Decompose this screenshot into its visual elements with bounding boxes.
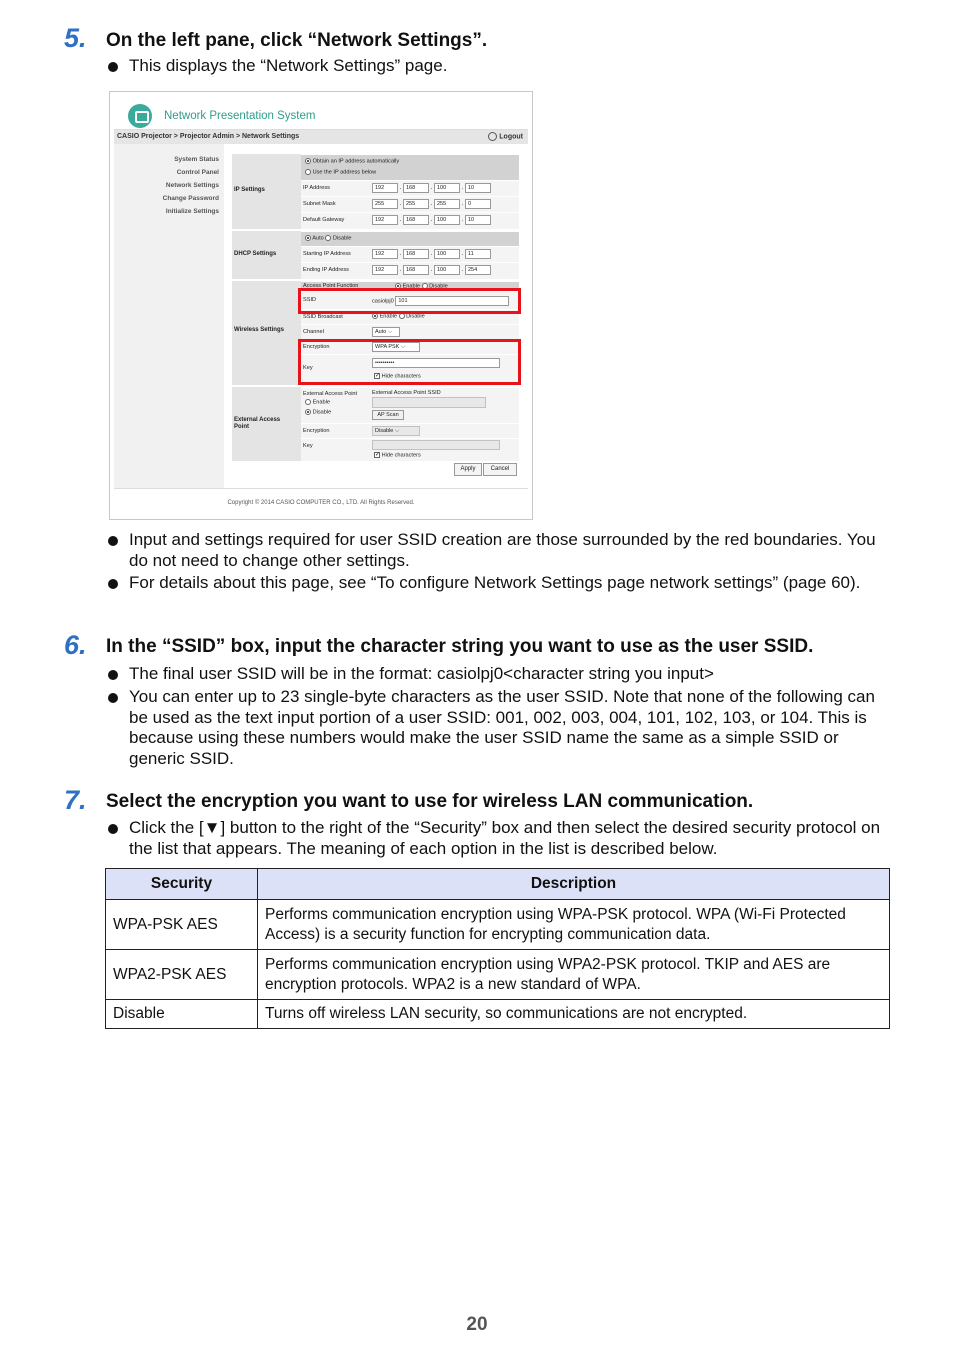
- key-row: Key •••••••••• ✓ Hide characters: [301, 354, 519, 385]
- logout-icon: [488, 132, 497, 141]
- ip-octet-3[interactable]: 100: [434, 183, 460, 193]
- ip-auto-radio[interactable]: [305, 158, 311, 164]
- ip-octet-1[interactable]: 192: [372, 183, 398, 193]
- dhcp-disable-radio[interactable]: [325, 235, 331, 241]
- ip-mode-row: Obtain an IP address automatically Use the IP address below: [301, 154, 519, 180]
- ext-enable-radio[interactable]: [305, 399, 311, 405]
- description-cell: Turns off wireless LAN security, so communications are not encrypted.: [258, 1000, 890, 1029]
- bullet: The final user SSID will be in the format: casiolpj0<character string you input>: [108, 664, 893, 685]
- settings-form: [224, 144, 528, 488]
- step-7-number: 7.: [64, 785, 87, 815]
- apply-button[interactable]: Apply: [454, 463, 482, 476]
- ap-scan-button[interactable]: AP Scan: [372, 410, 404, 420]
- nav-system-status[interactable]: System Status: [174, 156, 219, 163]
- dhcp-settings-group: [232, 231, 519, 279]
- table-row: [106, 1000, 890, 1029]
- security-cell: WPA-PSK AES: [106, 900, 258, 950]
- breadcrumb-bar: [114, 130, 528, 144]
- start-octet-4[interactable]: 11: [465, 249, 491, 259]
- nav-change-password[interactable]: Change Password: [162, 195, 219, 202]
- starting-ip-row: Starting IP Address 192 . 168 . 100 . 11: [301, 246, 519, 262]
- ext-encryption-row: Encryption Disable ⌵: [301, 423, 519, 438]
- ext-encryption-select[interactable]: Disable ⌵: [372, 426, 420, 436]
- wireless-settings-label: Wireless Settings: [234, 327, 284, 333]
- table-row: [106, 950, 890, 1000]
- breadcrumb: CASIO Projector > Projector Admin > Network Settings: [117, 133, 300, 140]
- nav-network-settings[interactable]: Network Settings: [165, 182, 219, 189]
- page-number: 20: [466, 1314, 488, 1335]
- table-row: [106, 900, 890, 950]
- ssid-row: SSID casiolpj0 101: [301, 291, 519, 309]
- ext-ssid-input[interactable]: [372, 397, 486, 408]
- network-settings-screenshot: [109, 91, 533, 520]
- bullet: For details about this page, see “To configure Network Settings page network settings” (page 60).: [108, 573, 893, 594]
- ending-ip-row: Ending IP Address 192 . 168 . 100 . 254: [301, 262, 519, 279]
- security-cell: Disable: [106, 1000, 258, 1029]
- chevron-down-icon: ⌵: [387, 329, 393, 335]
- ssid-red-boundary: [298, 288, 521, 314]
- end-octet-4[interactable]: 254: [465, 265, 491, 275]
- step-5-title: On the left pane, click “Network Settings”.: [106, 30, 488, 51]
- ip-octet-2[interactable]: 168: [403, 183, 429, 193]
- description-cell: Performs communication encryption using WPA-PSK protocol. WPA (Wi-Fi Protected Access) is a security function for encrypting communication data.: [258, 900, 890, 950]
- ip-octet-4[interactable]: 10: [465, 183, 491, 193]
- channel-row: Channel Auto ⌵: [301, 324, 519, 339]
- mask-octet-4[interactable]: 0: [465, 199, 491, 209]
- ip-settings-group: [232, 154, 519, 229]
- security-cell: WPA2-PSK AES: [106, 950, 258, 1000]
- ssid-input[interactable]: 101: [395, 296, 509, 306]
- logout-link[interactable]: Logout: [488, 132, 523, 141]
- default-gateway-row: Default Gateway 192 . 168 . 100 . 10: [301, 212, 519, 229]
- encryption-select[interactable]: WPA PSK ⌵: [372, 342, 420, 352]
- app-header: [114, 96, 528, 130]
- gw-octet-4[interactable]: 10: [465, 215, 491, 225]
- nav-initialize-settings[interactable]: Initialize Settings: [165, 208, 219, 215]
- chevron-down-icon: ⌵: [394, 428, 400, 434]
- app-name: Network Presentation System: [164, 110, 316, 122]
- ext-hide-characters-checkbox[interactable]: ✓: [375, 452, 381, 458]
- channel-select[interactable]: Auto ⌵: [372, 327, 400, 337]
- start-octet-2[interactable]: 168: [403, 249, 429, 259]
- external-access-point-label: External Access Point: [234, 417, 281, 430]
- copyright: Copyright © 2014 CASIO COMPUTER CO., LTD. All Rights Reserved.: [227, 500, 415, 506]
- app-logo-icon: [128, 104, 152, 128]
- gw-octet-2[interactable]: 168: [403, 215, 429, 225]
- mask-octet-2[interactable]: 255: [403, 199, 429, 209]
- step-6-title: In the “SSID” box, input the character string you want to use as the user SSID.: [106, 636, 814, 657]
- step-5-number: 5.: [64, 23, 87, 53]
- start-octet-3[interactable]: 100: [434, 249, 460, 259]
- app-footer: [114, 488, 528, 515]
- bullet: Click the [▼] button to the right of the “Security” box and then select the desired security protocol on the list that appears. The meaning of each option in the list is described below.: [108, 818, 893, 859]
- end-octet-2[interactable]: 168: [403, 265, 429, 275]
- table-header-row: [106, 869, 890, 900]
- key-input[interactable]: ••••••••••: [372, 358, 500, 368]
- external-ap-row: External Access Point Enable Disable External Access Point SSID AP Scan: [301, 387, 519, 423]
- start-octet-1[interactable]: 192: [372, 249, 398, 259]
- dhcp-mode-row: Auto Disable: [301, 231, 519, 246]
- description-cell: Performs communication encryption using WPA2-PSK protocol. TKIP and AES are encryption protocols. WPA2 is a new standard of WPA.: [258, 950, 890, 1000]
- ip-manual-radio[interactable]: [305, 169, 311, 175]
- encryption-key-red-boundary: [298, 339, 521, 385]
- mask-octet-3[interactable]: 255: [434, 199, 460, 209]
- ext-key-row: Key ✓ Hide characters: [301, 438, 519, 461]
- dhcp-auto-radio[interactable]: [305, 235, 311, 241]
- subnet-mask-row: Subnet Mask 255 . 255 . 255 . 0: [301, 196, 519, 212]
- step-7-title: Select the encryption you want to use for wireless LAN communication.: [106, 791, 754, 812]
- gw-octet-1[interactable]: 192: [372, 215, 398, 225]
- cancel-button[interactable]: Cancel: [483, 463, 517, 476]
- header-security: Security: [106, 869, 258, 900]
- chevron-down-icon: ⌵: [400, 344, 406, 350]
- bullet: This displays the “Network Settings” page.: [108, 56, 893, 77]
- end-octet-3[interactable]: 100: [434, 265, 460, 275]
- ext-key-input[interactable]: [372, 440, 500, 450]
- gw-octet-3[interactable]: 100: [434, 215, 460, 225]
- ip-address-row: IP Address 192 . 168 . 100 . 10: [301, 180, 519, 196]
- ssid-broadcast-row: SSID Broadcast Enable Disable: [301, 309, 519, 324]
- encryption-row: Encryption WPA PSK ⌵: [301, 339, 519, 354]
- left-pane: [114, 144, 224, 488]
- dhcp-settings-label: DHCP Settings: [234, 251, 277, 257]
- header-description: Description: [258, 869, 890, 900]
- access-point-function-row: Access Point Function Enable Disable: [301, 281, 519, 291]
- ext-disable-radio[interactable]: [305, 409, 311, 415]
- bullet: You can enter up to 23 single-byte characters as the user SSID. Note that none of the following can be used as the text input portion of a user SSID: 001, 002, 003, 004, 101, 102, 103, or 104. This is because using these numbers would make the user SSID name the same as a simple SSID or generic SSID.: [108, 687, 893, 769]
- ip-settings-label: IP Settings: [234, 187, 265, 193]
- mask-octet-1[interactable]: 255: [372, 199, 398, 209]
- nav-control-panel[interactable]: Control Panel: [176, 169, 219, 176]
- end-octet-1[interactable]: 192: [372, 265, 398, 275]
- ssid-prefix: casiolpj0: [372, 298, 394, 305]
- hide-characters-checkbox[interactable]: ✓: [375, 373, 381, 379]
- bullet: Input and settings required for user SSID creation are those surrounded by the red boundaries. You do not need to change other settings.: [108, 530, 893, 571]
- external-access-point-group: [232, 387, 519, 461]
- security-options-table: [105, 868, 890, 1029]
- step-6-number: 6.: [64, 630, 87, 660]
